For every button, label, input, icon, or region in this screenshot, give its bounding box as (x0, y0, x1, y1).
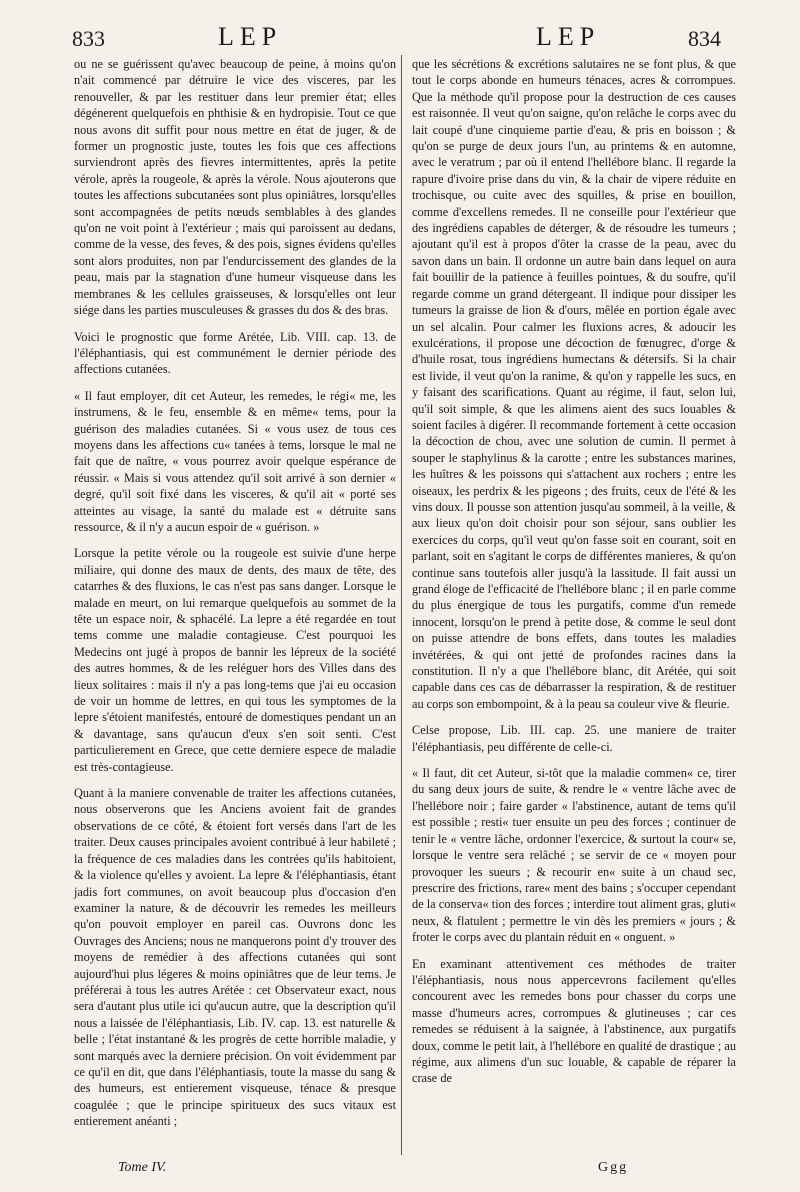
left-column (74, 56, 396, 1140)
page-number-right: 834 (688, 26, 721, 51)
signature-mark: Ggg (598, 1160, 629, 1175)
paragraph: Quant à la maniere convenable de traiter les affections cutanées, nous observerons que les Anciens avoient fait de grandes observations de ce côté, & étoient fort versés dans l'art de les traiter. Deux causes principales avoient contribué à leur habileté ; la fréquence de ces maladies dans les contrées qu'ils habitoient, & la violence qu'elles y avoient. La lepre & l'éléphantiasis, étant jadis fort communes, on avoit beaucoup plus d'occasion d'en examiner la nature, & de découvrir les remedes les meilleurs qu'on pouvoit employer en pareil cas. Ouvrons donc les Ouvrages des Anciens; nous ne manquerons point d'y trouver des moyens de remédier à des affections cutanées qui sont aujourd'hui plus légeres & moins opiniâtres que de leur tems. Je préférerai à tous les autres Arétée : cet Observateur exact, nous sera d'autant plus utile ici qu'aucun autre, que la description qu'il nous a laissée de l'éléphantiasis, Lib. IV. cap. 13. est naturelle & belle ; l'état instantané & les progrès de cette horrible maladie, y sont marqués avec la derniere précision. On voit évidemment par ce qu'il en dit, que dans l'éléphantiasis, toute la masse du sang & des humeurs, est entierement visqueuse, ténace & presque coagulée ; que le principe spiritueux des sucs vitaux est entierement anéanti ; (74, 786, 396, 1129)
paragraph: que les sécrétions & excrétions salutaires ne se font plus, & que tout le corps abonde en humeurs ténaces, acres & corrompues. Que la méthode qu'il propose pour la destruction de ces causes est raisonnée. Il veut qu'on saigne, qu'on relâche le corps avec du lait coupé d'une cinquieme partie d'eau, & pris en boisson ; & qu'on se purge de deux jours l'un, au printems & en automne, avec le veratrum ; par où il entend l'hellébore blanc. Il regarde la rapure d'ivoire prise dans du vin, & la chair de vipere réduite en trochisque, ou cuite avec des squilles, & prise en bouillon, comme d'excellens remedes. Il ne conseille pour l'extérieur que des ingrédiens capables de déterger, & de résoudre les tumeurs ; ajoutant qu'il est à propos d'ôter la crasse de la peau, avec du savon dans un bain. Il ordonne un autre bain dans lequel on aura fait bouillir de la patience à feuilles pointues, & du soufre, qu'il regarde comme un grand détergeant. Il indique pour dissiper les tumeurs la graisse de lion & d'ours, mêlée en portion égale avec un sel alcalin. Pour calmer les fluxions acres, & adoucir les exulcérations, il propose une décoction de fœnugrec, d'orge & d'huile rosat, tous ingrédiens humectans & détersifs. Si la chair est livide, il veut qu'on la ranime, & qu'on y rappelle les sucs, en y faisant des scarifications. Quant au régime, il faut, selon lui, qu'il soit simple, & que les alimens aient des sucs louables & soient faciles à digérer. Il recommande fortement à cette occasion la décoction de chou, avec une solution de cumin. Il permet à souper le staphylinus & la carotte ; entre les substances marines, les huîtres & les poissons qui s'attachent aux rochers ; entre les oiseaux, les perdrix & les pigeons ; des fruits, ceux de l'été & les vins doux. Il pousse son attention jusqu'au sommeil, à la veille, & aux lieux qu'on doit choisir pour son séjour, sans oublier les exercices du corps, qu'il veut qu'on fasse soit en courant, soit en parlant, soit en s'agitant le corps de différentes manieres, & qu'on continue sans toutefois aller jusqu'à la lassitude. Il fait aussi un grand éloge de l'efficacité de l'hellébore blanc ; il en parle comme du plus énergique de tous les purgatifs, comme d'un remede innocent, lorsqu'on le prend à petite dose, & comme le seul dont on puisse attendre de bons effets, dans toutes les maladies invétérées, & qui ont jetté de profondes racines dans la constitution. Il n'y a que l'hellébore blanc, dit Arétée, qui soit capable dans ces cas de débarrasser la respiration, & de restituer au corps son embompoint, & à la peau sa couleur vive & fleurie. (412, 57, 736, 711)
volume-label: Tome IV. (118, 1160, 167, 1175)
paragraph: Lorsque la petite vérole ou la rougeole est suivie d'une herpe miliaire, qui donne des maux de dents, des maux de tête, des catarrhes & des fluxions, le cas n'est pas sans danger. Lorsque le malade en meurt, on lui remarque quelquefois au sommet de la tête un espace noir, & sphacélé. La lepre a été regardée en tout tems comme une maladie contagieuse. C'est pourquoi les Medecins ont jugé à propos de bannir les lépreux de la société des autres hommes, & de les reléguer hors des Villes dans des lieux solitaires : mais il n'y a pas long-tems que j'ai eu occasion de voir un homme de lettres, en qui tous les symptomes de la lepre s'étoient manifestés, entouré de domestiques pendant un an & davantage, sans qu'aucun d'eux s'en soit senti. C'est particulierement en Grece, que cette derniere espece de maladie est très-contagieuse. (74, 546, 396, 774)
paragraph: Celse propose, Lib. III. cap. 25. une maniere de traiter l'éléphantiasis, peu différente de celle-ci. (412, 723, 736, 754)
running-head-left: LEP (218, 22, 283, 51)
quotation: « Il faut, dit cet Auteur, si-tôt que la maladie commen« ce, tirer du sang deux jours de suite, & rendre le « ventre lâche avec de l'hellébore noir ; faire garder « l'abstinence, autant de tems qu'il est possible ; resti« tuer ensuite un peu des forces ; continuer de tenir le « ventre lâche, ordonner l'exercice, & surtout la cour« se, lorsque le ventre sera relâché ; se servir de ce « moyen pour provoquer les sueurs ; & recourir en« suite à un chaud sec, prescrire des frictions, rare« ment des bains ; s'occuper cependant de la conserva« tion des forces ; interdire tout aliment gras, gluti« neux, & flatulent ; permettre le vin dès les premiers « jours ; & froter le corps avec du plantain réduit en « onguent. » (412, 766, 736, 945)
running-head-right: LEP (536, 22, 601, 51)
page-number-left: 833 (72, 26, 105, 51)
right-column (412, 56, 736, 1097)
paragraph: Voici le prognostic que forme Arétée, Lib. VIII. cap. 13. de l'éléphantiasis, qui est communément le dernier période des affections cutanées. (74, 329, 396, 377)
paragraph: ou ne se guérissent qu'avec beaucoup de peine, à moins qu'on n'ait commencé par détruire le vice des visceres, par les renouveller, & par les restituer dans leur premier état; elles dégénerent quelquefois en phthisie & en hydropisie. Tout ce que nous avons dit suffit pour nous mettre en état de juger, & de former un prognostic juste, toutes les fois que ces affections surviendront après des fievres intermittentes, après la petite vérole, après la rougeole, & après la vérole. Nous ajouterons que toutes les affections subcutanées sont plus opiniâtres, lorsqu'elles sont accompagnées de petits nœuds semblables à des glandes qu'on ne voit point à l'extérieur ; mais qui paroissent au dedans, comme de la vesse, des feves, & des pois, signes évidens qu'elles sont alors produites, non par l'endurcissement des glandes de la peau, mais par la stagnation d'une humeur visqueuse dans les membranes & les cellules graisseuses, & lorsqu'elles ont leur siége dans les parties musculeuses & grasses du dos & des bras. (74, 57, 396, 318)
quotation: « Il faut employer, dit cet Auteur, les remedes, le régi« me, les instrumens, & le feu, ensemble & en même« tems, pour la guérison des maladies cutanées. Si « vous usez de tous ces moyens dans les affections cu« tanées à tems, lorsque le mal ne fait que de naître, « vous pourrez avoir quelque espérance de réussir. « Mais si vous attendez qu'il soit arrivé à son dernier « degré, qu'il soit fixé dans les visceres, & qu'il ait « porté ses atteintes au visage, la santé du malade est « détruite sans ressource, & il n'y a aucun espoir de « guérison. » (74, 388, 396, 534)
column-divider (401, 55, 402, 1155)
paragraph: En examinant attentivement ces méthodes de traiter l'éléphantiasis, nous nous appercevrons facilement qu'elles concourent avec les remedes bons pour chasser du corps une masse d'humeurs acres, corrompues & glutineuses ; car ces remedes se réduisent à la saignée, à l'abstinence, aux purgatifs doux, comme le petit lait, à l'hellébore en qualité de drastique ; au régime, aux alimens d'un suc louable, & capable de réparer la crase de (412, 956, 736, 1086)
